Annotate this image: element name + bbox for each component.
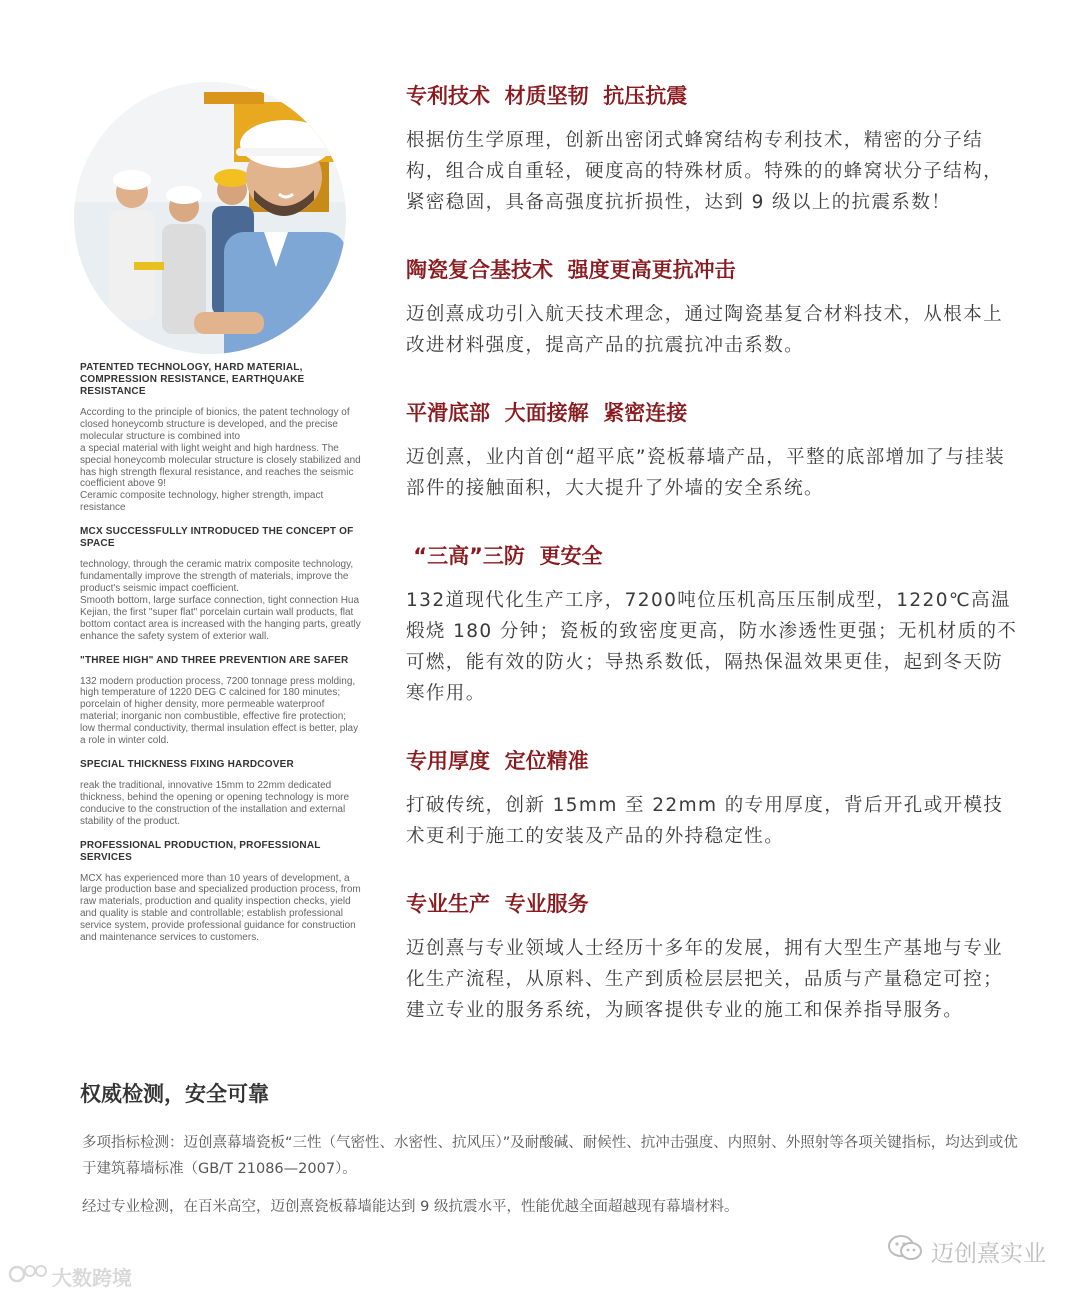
cn-heading: 专用厚度 定位精准 (406, 749, 589, 773)
cn-section (406, 747, 1018, 852)
bottom-title: 权威检测，安全可靠 (80, 1082, 269, 1106)
cn-section (406, 82, 1018, 218)
cn-heading: 陶瓷复合基技术 强度更高更抗冲击 (406, 258, 736, 282)
en-heading: PATENTED TECHNOLOGY, HARD MATERIAL, COMPRESSION RESISTANCE, EARTHQUAKE RESISTANCE (80, 362, 305, 397)
cn-section (406, 890, 1018, 1026)
logo-icon (8, 1262, 48, 1291)
cn-body: 迈创熹，业内首创“超平底”瓷板幕墙产品，平整的底部增加了与挂装部件的接触面积，大大提升了外墙的安全系统。 (406, 447, 1006, 499)
en-section (80, 840, 362, 944)
bottom-paragraph-2: 经过专业检测，在百米高空，迈创熹瓷板幕墙能达到 9 级抗震水平，性能优越全面超越现有幕墙材料。 (82, 1199, 739, 1215)
bottom-paragraph-1: 多项指标检测：迈创熹幕墙瓷板“三性（气密性、水密性、抗风压）”及耐酸碱、耐候性、抗冲击强度、内照射、外照射等各项关键指标，均达到或优于建筑幕墙标准（GB/T 21086—2007）。 (82, 1135, 1018, 1177)
wechat-icon (887, 1234, 923, 1268)
en-body: 132 modern production process, 7200 tonnage press molding, high temperature of 1220 DEG C calcined for 180 minutes; porcelain of higher density, more permeable waterproof material; inorganic non combustible, effective fire protection; low thermal conductivity, thermal insulation effect is better, play a role in winter cold. (80, 675, 359, 747)
cn-heading: 平滑底部 大面接解 紧密连接 (406, 401, 688, 425)
en-section (80, 655, 362, 747)
en-heading: SPECIAL THICKNESS FIXING HARDCOVER (80, 758, 294, 770)
english-column (80, 362, 362, 956)
cn-heading: “三高”三防 更安全 (406, 544, 603, 568)
cn-body: 打破传统，创新 15mm 至 22mm 的专用厚度，背后开孔或开模技术更利于施工的安装及产品的外持稳定性。 (406, 795, 1004, 847)
en-heading: PROFESSIONAL PRODUCTION, PROFESSIONAL SERVICES (80, 839, 321, 863)
cn-heading: 专利技术 材质坚韧 抗压抗震 (406, 84, 688, 108)
cn-body: 根据仿生学原理，创新出密闭式蜂窝结构专利技术，精密的分子结构，组合成自重轻，硬度高的特殊材质。特殊的的蜂窝状分子结构，紧密稳固，具备高强度抗折损性，达到 9 级以上的抗震系数！ (406, 130, 1004, 213)
watermark-left-text: 大数跨境 (52, 1266, 132, 1290)
watermark-right-text: 迈创熹实业 (931, 1240, 1046, 1267)
chinese-column (406, 82, 1018, 1026)
cn-section (406, 256, 1018, 361)
cn-body: 132道现代化生产工序，7200吨位压机高压压制成型，1220℃高温煅烧 180 分钟；瓷板的致密度更高，防水渗透性更强；无机材质的不可燃，能有效的防火；导热系数低，隔热保温效果更佳，起到冬天防寒作用。 (406, 590, 1018, 704)
en-heading: "THREE HIGH" AND THREE PREVENTION ARE SAFER (80, 654, 349, 666)
en-heading: MCX SUCCESSFULLY INTRODUCED THE CONCEPT OF SPACE (80, 526, 354, 550)
en-section (80, 362, 362, 514)
construction-workers-photo (74, 82, 346, 354)
en-section (80, 759, 362, 828)
en-section (80, 526, 362, 642)
workers-photo (74, 82, 346, 354)
en-body: MCX has experienced more than 10 years of development, a large production base and specialized production process, from raw materials, production and quality inspection checks, yield and quality is stable and controllable; establish professional service system, provide professional guidance for construction and maintenance services to customers. (80, 872, 361, 944)
cn-body: 迈创熹与专业领域人士经历十多年的发展，拥有大型生产基地与专业化生产流程，从原料、生产到质检层层把关，品质与产量稳定可控；建立专业的服务系统，为顾客提供专业的施工和保养指导服务。 (406, 938, 1004, 1021)
cn-section (406, 542, 1018, 709)
en-body: reak the traditional, innovative 15mm to 22mm dedicated thickness, behind the opening or opening technology is more conducive to the construction of the installation and external stability of the product. (80, 779, 350, 827)
en-body: technology, through the ceramic matrix composite technology, fundamentally improve the strength of materials, improve the product's seismic impact coefficient. Smooth bottom, large surface connection, tight connection Hua Kejian, the first "super flat" porcelain curtain wall products, flat bottom contact area is increased with the hanging parts, greatly enhance the safety system of exterior wall. (80, 559, 361, 642)
watermark-right (887, 1234, 1046, 1268)
cn-section (406, 399, 1018, 504)
cn-body: 迈创熹成功引入航天技术理念，通过陶瓷基复合材料技术，从根本上改进材料强度，提高产品的抗震抗冲击系数。 (406, 304, 1004, 356)
en-body: According to the principle of bionics, the patent technology of closed honeycomb structure is developed, and the precise molecular structure is combined into a special material with light weight and high hardness. The special honeycomb molecular structure is closely stabilized and has high strength flexural resistance, and reaches the seismic coefficient above 9! Ceramic composite technology, higher strength, impact resistance (80, 407, 361, 514)
watermark-left (8, 1262, 132, 1291)
cn-heading: 专业生产 专业服务 (406, 892, 589, 916)
